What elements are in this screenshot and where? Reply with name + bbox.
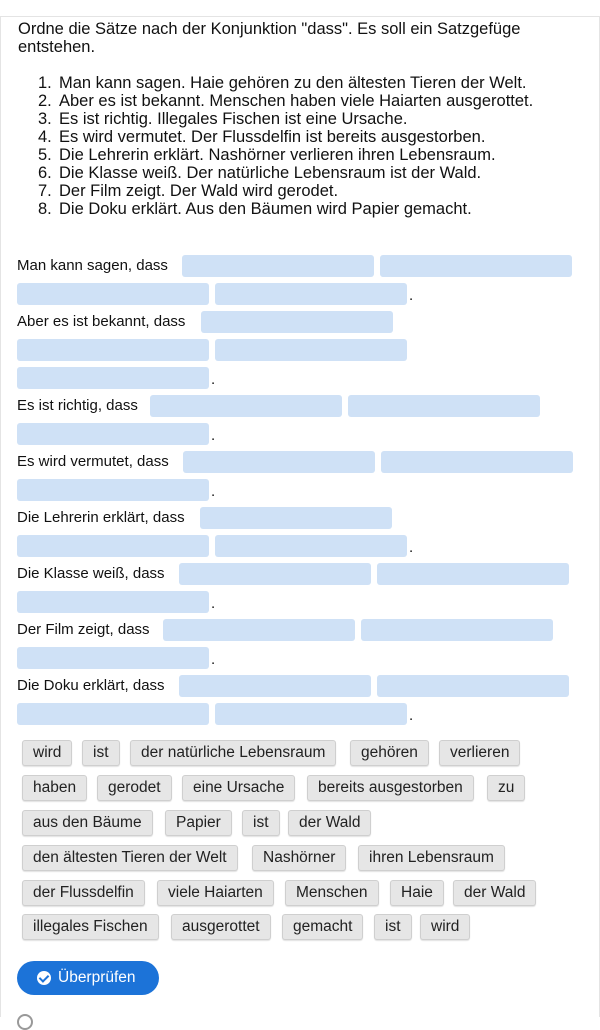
word-chip[interactable]: viele Haiarten [157, 880, 274, 906]
sentence-period: . [211, 595, 216, 612]
word-chip[interactable]: der Flussdelfin [22, 880, 145, 906]
sentence-prefix: Es ist richtig, dass [17, 397, 138, 414]
word-chip[interactable]: der Wald [288, 810, 371, 836]
drop-slot[interactable] [377, 675, 569, 697]
drop-slot[interactable] [150, 395, 342, 417]
drop-slot[interactable] [17, 591, 209, 613]
sentence-period: . [409, 539, 414, 556]
word-chip[interactable]: ist [82, 740, 120, 766]
word-chip[interactable]: der Wald [453, 880, 536, 906]
drop-slot[interactable] [380, 255, 572, 277]
word-chip[interactable]: bereits ausgestorben [307, 775, 474, 801]
word-chip[interactable]: zu [487, 775, 525, 801]
word-chip[interactable]: Nashörner [252, 845, 346, 871]
drop-slot[interactable] [215, 339, 407, 361]
word-chip[interactable]: gerodet [97, 775, 172, 801]
sentence-item [38, 92, 534, 110]
drop-slot[interactable] [179, 563, 371, 585]
sentence-item [38, 74, 527, 92]
sentence-text: Die Klasse weiß. Der natürliche Lebensraum ist der Wald. [59, 164, 482, 182]
drop-slot[interactable] [215, 535, 407, 557]
drop-slot[interactable] [17, 339, 209, 361]
sentence-number: 5. [38, 146, 52, 164]
drop-slot[interactable] [17, 367, 209, 389]
drop-slot[interactable] [200, 507, 392, 529]
sentence-period: . [211, 371, 216, 388]
sentence-item [38, 200, 472, 218]
word-chip[interactable]: gemacht [282, 914, 363, 940]
sentence-text: Es wird vermutet. Der Flussdelfin ist bereits ausgestorben. [59, 128, 486, 146]
drop-slot[interactable] [17, 535, 209, 557]
sentence-item [38, 110, 408, 128]
word-chip[interactable]: ihren Lebensraum [358, 845, 505, 871]
sentence-prefix: Die Lehrerin erklärt, dass [17, 509, 185, 526]
word-chip[interactable]: ist [374, 914, 412, 940]
sentence-period: . [409, 287, 414, 304]
drop-slot[interactable] [215, 703, 407, 725]
drop-slot[interactable] [201, 311, 393, 333]
drop-slot[interactable] [183, 451, 375, 473]
word-chip[interactable]: ist [242, 810, 280, 836]
sentence-number: 4. [38, 128, 52, 146]
drop-slot[interactable] [215, 283, 407, 305]
sentence-number: 2. [38, 92, 52, 110]
check-circle-icon [37, 971, 51, 985]
word-chip[interactable]: aus den Bäume [22, 810, 153, 836]
sentence-prefix: Die Klasse weiß, dass [17, 565, 165, 582]
check-button[interactable] [17, 961, 159, 995]
instruction-text: Ordne die Sätze nach der Konjunktion "dass". Es soll ein Satzgefüge entstehen. [18, 20, 521, 56]
drop-slot[interactable] [361, 619, 553, 641]
sentence-prefix: Es wird vermutet, dass [17, 453, 169, 470]
sentence-period: . [211, 651, 216, 668]
drop-slot[interactable] [179, 675, 371, 697]
sentence-text: Der Film zeigt. Der Wald wird gerodet. [59, 182, 339, 200]
word-chip[interactable]: Haie [390, 880, 444, 906]
word-chip[interactable]: Menschen [285, 880, 379, 906]
sentence-text: Die Lehrerin erklärt. Nashörner verlieren ihren Lebensraum. [59, 146, 496, 164]
word-chip[interactable]: wird [22, 740, 72, 766]
drop-slot[interactable] [182, 255, 374, 277]
drop-slot[interactable] [17, 283, 209, 305]
word-chip[interactable]: haben [22, 775, 87, 801]
sentence-prefix: Der Film zeigt, dass [17, 621, 150, 638]
drop-slot[interactable] [17, 703, 209, 725]
word-chip[interactable]: ausgerottet [171, 914, 271, 940]
word-chip[interactable]: verlieren [439, 740, 520, 766]
sentence-item [38, 128, 486, 146]
drop-slot[interactable] [163, 619, 355, 641]
sentence-period: . [409, 707, 414, 724]
sentence-number: 8. [38, 200, 52, 218]
sentence-number: 7. [38, 182, 52, 200]
sentence-prefix: Man kann sagen, dass [17, 257, 168, 274]
sentence-item [38, 146, 496, 164]
drop-slot[interactable] [17, 479, 209, 501]
sentence-item [38, 164, 482, 182]
sentence-text: Man kann sagen. Haie gehören zu den ältesten Tieren der Welt. [59, 74, 527, 92]
check-button-label: Überprüfen [58, 969, 136, 986]
word-chip[interactable]: illegales Fischen [22, 914, 159, 940]
word-chip[interactable]: den ältesten Tieren der Welt [22, 845, 238, 871]
drop-slot[interactable] [348, 395, 540, 417]
word-chip[interactable]: der natürliche Lebensraum [130, 740, 336, 766]
circle-icon [17, 1014, 33, 1030]
drop-slot[interactable] [381, 451, 573, 473]
word-chip[interactable]: gehören [350, 740, 429, 766]
drop-slot[interactable] [377, 563, 569, 585]
word-chip[interactable]: Papier [165, 810, 232, 836]
sentence-text: Aber es ist bekannt. Menschen haben viele Haiarten ausgerottet. [59, 92, 534, 110]
sentence-number: 3. [38, 110, 52, 128]
sentence-item [38, 182, 339, 200]
sentence-period: . [211, 427, 216, 444]
sentence-prefix: Aber es ist bekannt, dass [17, 313, 186, 330]
drop-slot[interactable] [17, 647, 209, 669]
drop-slot[interactable] [17, 423, 209, 445]
word-chip[interactable]: eine Ursache [182, 775, 295, 801]
sentence-number: 1. [38, 74, 52, 92]
sentence-number: 6. [38, 164, 52, 182]
sentence-text: Es ist richtig. Illegales Fischen ist eine Ursache. [59, 110, 408, 128]
sentence-period: . [211, 483, 216, 500]
sentence-text: Die Doku erklärt. Aus den Bäumen wird Papier gemacht. [59, 200, 472, 218]
word-chip[interactable]: wird [420, 914, 470, 940]
sentence-prefix: Die Doku erklärt, dass [17, 677, 165, 694]
